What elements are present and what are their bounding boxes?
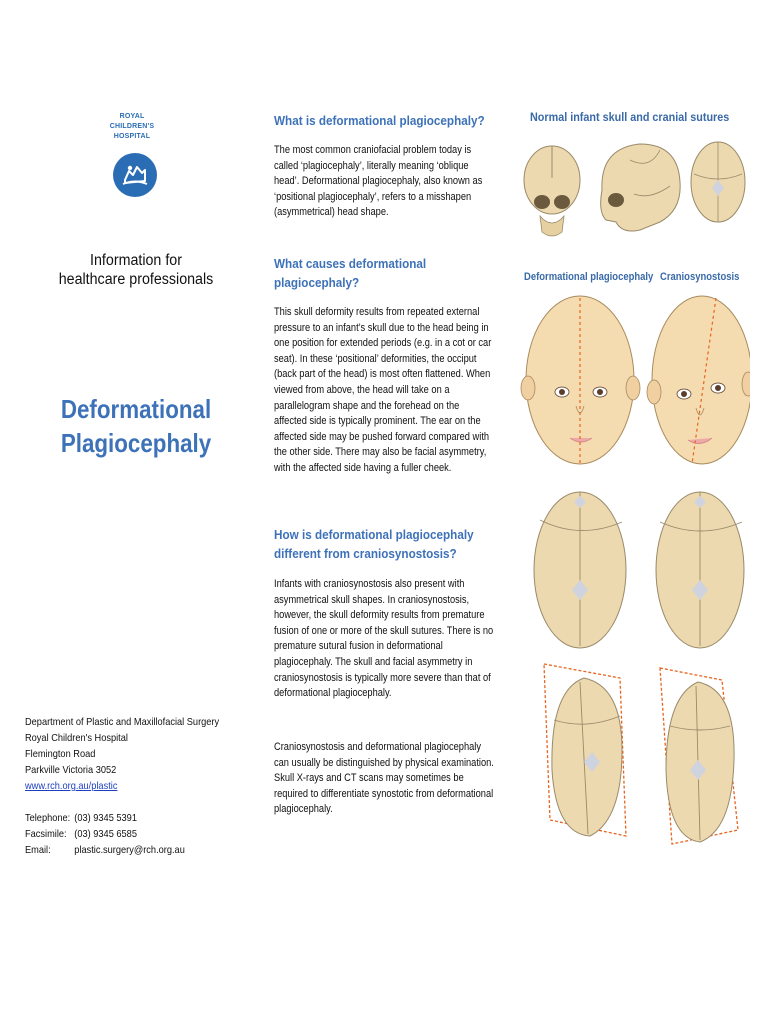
section-heading-causes <box>274 254 426 292</box>
skull-top-craniosynostosis-icon <box>656 492 744 648</box>
email-label: Email: <box>25 844 51 856</box>
hospital-name <box>100 112 164 142</box>
face-craniosynostosis-icon <box>647 296 750 464</box>
contact-street: Flemington Road <box>25 748 96 760</box>
section-text-difference: Infants with craniosynostosis also present with asymmetrical skull shapes. In craniosynostosis, however, the skull deformity results from premature fusion of one or more of the skull sutures. There is no premature sutural fusion in deformational plagiocephaly. The skull and facial asymmetry in craniosynostosis is typically more severe than that of deformational plagiocephaly. <box>274 578 494 700</box>
skull-trapezoid-craniosynostosis-icon <box>660 668 738 844</box>
section-text-diagnosis: Craniosynostosis and deformational plagiocephaly can usually be distinguished by physical examination. Skull X-rays and CT scans may sometimes be required to differentiate synostotic from deformational plagiocephaly. <box>274 741 494 816</box>
figure-label-craniosynostosis: Craniosynostosis <box>660 271 740 283</box>
causes-heading-line-2: plagiocephaly? <box>274 275 360 290</box>
logo-line-3: HOSPITAL <box>113 133 151 140</box>
skull-side-view-icon <box>601 144 681 231</box>
section-text-what-is: The most common craniofacial problem today is called ‘plagiocephaly’, literally meaning ‘oblique head’. Deformational plagiocephaly, also known as ‘positional plagiocephaly’, refers to a misshapen (asymmetrical) head shape. <box>274 144 483 219</box>
fax-value: (03) 9345 6585 <box>74 828 137 840</box>
title-line-1: Deformational <box>60 394 212 424</box>
difference-heading-line-2: different from craniosynostosis? <box>274 546 457 561</box>
section-heading-what-is: What is deformational plagiocephaly? <box>274 113 485 128</box>
figure-title: Normal infant skull and cranial sutures <box>530 110 730 124</box>
phone-value: (03) 9345 5391 <box>74 812 137 824</box>
audience-line-2: healthcare professionals <box>58 271 214 288</box>
section-heading-difference <box>274 525 474 563</box>
skull-parallelogram-deformational-icon <box>544 664 626 836</box>
phone-row <box>25 810 210 826</box>
face-deformational-icon <box>521 296 640 464</box>
section-text-causes: This skull deformity results from repeated external pressure to an infant’s skull due to the head being in one position for extended periods (e.g. in a cot or car seat). In these ‘positional’ deformities, the occiput (back part of the head) is most often flattened. When viewed from above, the head will take on a parallelogram shape and the forehead on the affected side is typically prominent. The ear on the affected side may be pushed forward compared with the other side. There may also be facial asymmetry, with the affected side having a fuller cheek. <box>274 306 492 474</box>
difference-heading-line-1: How is deformational plagiocephaly <box>274 527 474 542</box>
causes-heading-line-1: What causes deformational <box>274 256 427 271</box>
contact-dept: Department of Plastic and Maxillofacial Surgery <box>25 716 220 728</box>
fax-label: Facsimile: <box>25 828 67 840</box>
email-row <box>25 842 210 858</box>
page-title <box>50 392 222 460</box>
contact-city: Parkville Victoria 3052 <box>25 764 117 776</box>
skull-illustration <box>510 130 750 870</box>
logo-line-1: ROYAL <box>119 113 145 120</box>
contact-hospital: Royal Children's Hospital <box>25 732 128 744</box>
skull-front-view-icon <box>524 146 580 236</box>
audience-line-1: Information for <box>90 252 182 269</box>
fax-row <box>25 826 210 842</box>
skull-top-view-icon <box>691 142 745 222</box>
contact-gap <box>25 794 210 810</box>
rch-logo-icon <box>113 153 157 197</box>
audience-heading <box>55 251 217 289</box>
logo-line-2: CHILDREN'S <box>109 123 155 130</box>
title-line-2: Plagiocephaly <box>60 428 212 458</box>
website-link[interactable]: www.rch.org.au/plastic <box>25 780 118 792</box>
skull-top-deformational-icon <box>534 492 626 648</box>
email-value[interactable]: plastic.surgery@rch.org.au <box>74 844 185 856</box>
phone-label: Telephone: <box>25 812 71 824</box>
contact-block <box>25 714 220 858</box>
figure-label-deformational: Deformational plagiocephaly <box>524 271 654 283</box>
